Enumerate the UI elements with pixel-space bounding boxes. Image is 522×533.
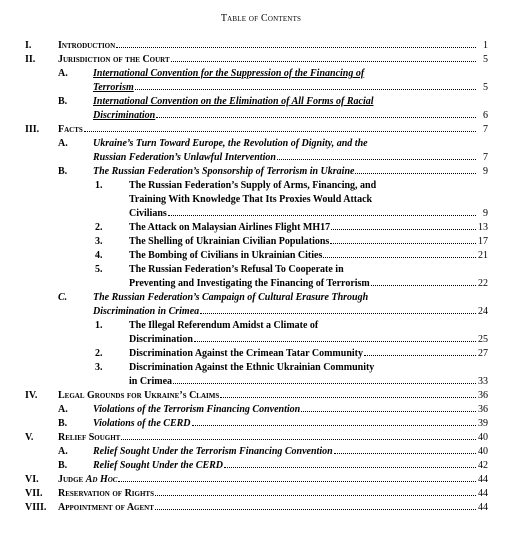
toc-page-number: 25 (478, 334, 488, 345)
toc-entry-continuation (0, 208, 522, 220)
toc-page-number: 22 (478, 278, 488, 289)
toc-label: Introduction (58, 40, 116, 51)
toc-label: Violations of the CERD (93, 418, 191, 429)
toc-numeral: VII. (25, 488, 43, 499)
toc-letter: B. (58, 418, 68, 429)
toc-label-line2: Discrimination (129, 334, 193, 345)
leader-dots (364, 355, 476, 356)
toc-label-line2: Discrimination (93, 110, 156, 121)
toc-page-number: 40 (478, 446, 488, 457)
toc-entry-continuation (0, 152, 522, 164)
toc-letter: B. (58, 96, 68, 107)
toc-label-line1: The Russian Federation’s Refusal To Cooperate in (129, 264, 344, 275)
toc-label-line2: Discrimination in Crimea (93, 306, 200, 317)
toc-label: Violations of the Terrorism Financing Convention (93, 404, 301, 415)
toc-letter: B. (58, 460, 68, 471)
toc-entry-continuation (0, 334, 522, 346)
toc-page-number: 24 (478, 306, 488, 317)
toc-page-number: 6 (483, 110, 488, 121)
toc-page-number: 40 (478, 432, 488, 443)
toc-letter: A. (58, 138, 68, 149)
leader-dots (173, 383, 476, 384)
toc-item-number: 3. (95, 236, 103, 247)
toc-numeral: IV. (25, 390, 38, 401)
leader-dots (135, 89, 476, 90)
toc-page-number: 44 (478, 474, 488, 485)
toc-entry-continuation (0, 110, 522, 122)
toc-label-line2: Russian Federation’s Unlawful Intervention (93, 152, 276, 163)
leader-dots (334, 453, 476, 454)
toc-numeral: VI. (25, 474, 39, 485)
toc-entry-financing-convention[interactable] (0, 68, 522, 80)
toc-label-line2: Terrorism (93, 82, 134, 93)
toc-numeral: VIII. (25, 502, 47, 513)
leader-dots (116, 47, 476, 48)
toc-entry-racial-discrimination-convention[interactable] (0, 96, 522, 108)
toc-label: Relief Sought Under the CERD (93, 460, 224, 471)
toc-entry-violations-tfc[interactable] (0, 404, 522, 416)
toc-letter: C. (58, 292, 68, 303)
toc-numeral: III. (25, 124, 40, 135)
toc-page-number: 44 (478, 502, 488, 513)
toc-numeral: I. (25, 40, 32, 51)
toc-entry-cultural-erasure[interactable] (0, 292, 522, 304)
toc-page-number: 5 (483, 54, 488, 65)
leader-dots (323, 257, 476, 258)
toc-page-number: 7 (483, 124, 488, 135)
toc-entry-supply-of-arms[interactable] (0, 180, 522, 192)
toc-page-number: 7 (483, 152, 488, 163)
leader-dots (371, 285, 476, 286)
toc-page-number: 9 (483, 166, 488, 177)
toc-entry-bombing[interactable] (0, 250, 522, 262)
toc-entry-refusal-to-cooperate[interactable] (0, 264, 522, 276)
leader-dots (301, 411, 476, 412)
toc-item-number: 1. (95, 320, 103, 331)
toc-entry-relief-tfc[interactable] (0, 446, 522, 458)
toc-item-number: 1. (95, 180, 103, 191)
toc-item-number: 4. (95, 250, 103, 261)
leader-dots (277, 159, 476, 160)
leader-dots (220, 397, 476, 398)
toc-numeral: V. (25, 432, 34, 443)
toc-page-number: 33 (478, 376, 488, 387)
toc-label-italic: Ad Hoc (85, 474, 118, 485)
toc-item-number: 2. (95, 348, 103, 359)
toc-page-number: 36 (478, 404, 488, 415)
toc-label-line1: Discrimination Against the Ethnic Ukrainian Community (129, 362, 375, 373)
toc-entry-ethnic-ukrainian[interactable] (0, 362, 522, 374)
toc-label: The Russian Federation’s Sponsorship of Terrorism in Ukraine (93, 166, 355, 177)
leader-dots (224, 467, 476, 468)
toc-entry-crimean-tatar[interactable] (0, 348, 522, 360)
toc-page-number: 5 (483, 82, 488, 93)
toc-entry-continuation (0, 194, 522, 206)
toc-label-line1: The Russian Federation’s Campaign of Cultural Erasure Through (93, 292, 369, 303)
toc-entry-sponsorship-of-terrorism[interactable] (0, 166, 522, 178)
toc-label: Relief Sought (58, 432, 121, 443)
toc-entry-continuation (0, 306, 522, 318)
toc-label: Judge (58, 474, 86, 485)
leader-dots (84, 131, 476, 132)
toc-page-number: 36 (478, 390, 488, 401)
toc-entry-relief-cerd[interactable] (0, 460, 522, 472)
toc-page-number: 44 (478, 488, 488, 499)
toc-label: Reservation of Rights (58, 488, 154, 499)
leader-dots (194, 341, 476, 342)
toc-label-line3: Civilians (129, 208, 167, 219)
leader-dots (156, 117, 476, 118)
toc-label: Appointment of Agent (58, 502, 154, 513)
toc-item-number: 2. (95, 222, 103, 233)
toc-label-line1: International Convention for the Suppression of the Financing of (93, 68, 365, 79)
toc-entry-introduction[interactable] (0, 40, 522, 52)
toc-entry-facts[interactable] (0, 124, 522, 136)
toc-label-line1: The Russian Federation’s Supply of Arms, Financing, and (129, 180, 377, 191)
toc-entry-legal-grounds[interactable] (0, 390, 522, 402)
toc-entry-violations-cerd[interactable] (0, 418, 522, 430)
leader-dots (331, 229, 476, 230)
toc-label: Jurisdiction of the Court (58, 54, 170, 65)
toc-numeral: II. (25, 54, 36, 65)
toc-entry-reservation-of-rights[interactable] (0, 488, 522, 500)
toc-letter: A. (58, 404, 68, 415)
toc-entry-appointment-of-agent[interactable] (0, 502, 522, 514)
toc-label: Relief Sought Under the Terrorism Financing Convention (93, 446, 333, 457)
toc-page-number: 17 (478, 236, 488, 247)
toc-item-number: 3. (95, 362, 103, 373)
leader-dots (355, 173, 476, 174)
toc-entry-judge-ad-hoc[interactable] (0, 474, 522, 486)
toc-entry-relief-sought[interactable] (0, 432, 522, 444)
toc-entry-turn-toward-europe[interactable] (0, 138, 522, 150)
toc-entry-shelling[interactable] (0, 236, 522, 248)
toc-label: The Shelling of Ukrainian Civilian Populations (129, 236, 330, 247)
leader-dots (155, 495, 476, 496)
toc-entry-continuation (0, 376, 522, 388)
leader-dots (168, 215, 476, 216)
leader-dots (330, 243, 476, 244)
toc-label: Discrimination Against the Crimean Tatar Community (129, 348, 363, 359)
toc-letter: B. (58, 166, 68, 177)
toc-label-line2: Preventing and Investigating the Financing of Terrorism (129, 278, 370, 289)
leader-dots (200, 313, 476, 314)
leader-dots (171, 61, 476, 62)
toc-entry-mh17[interactable] (0, 222, 522, 234)
leader-dots (118, 481, 476, 482)
leader-dots (155, 509, 476, 510)
toc-page-number: 1 (483, 40, 488, 51)
toc-letter: A. (58, 446, 68, 457)
toc-label-line2: in Crimea (129, 376, 173, 387)
toc-label-line2: Training With Knowledge That Its Proxies Would Attack (129, 194, 373, 205)
toc-page-number: 13 (478, 222, 488, 233)
toc-entry-jurisdiction[interactable] (0, 54, 522, 66)
toc-entry-continuation (0, 82, 522, 94)
toc-entry-illegal-referendum[interactable] (0, 320, 522, 332)
toc-item-number: 5. (95, 264, 103, 275)
toc-label-line1: International Convention on the Elimination of All Forms of Racial (93, 96, 374, 107)
toc-page-number: 27 (478, 348, 488, 359)
leader-dots (192, 425, 476, 426)
toc-letter: A. (58, 68, 68, 79)
toc-page-number: 39 (478, 418, 488, 429)
toc-page-number: 9 (483, 208, 488, 219)
toc-label-line1: Ukraine’s Turn Toward Europe, the Revolution of Dignity, and the (93, 138, 368, 149)
toc-label-line1: The Illegal Referendum Amidst a Climate of (129, 320, 319, 331)
leader-dots (121, 439, 476, 440)
toc-page-number: 21 (478, 250, 488, 261)
toc-label: Facts (58, 124, 83, 135)
toc-label: The Attack on Malaysian Airlines Flight MH17 (129, 222, 331, 233)
page-title: Table of Contents (220, 13, 302, 24)
toc-label: Legal Grounds for Ukraine’s Claims (58, 390, 220, 401)
toc-entry-continuation (0, 278, 522, 290)
toc-label: The Bombing of Civilians in Ukrainian Cities (129, 250, 323, 261)
toc-page-number: 42 (478, 460, 488, 471)
